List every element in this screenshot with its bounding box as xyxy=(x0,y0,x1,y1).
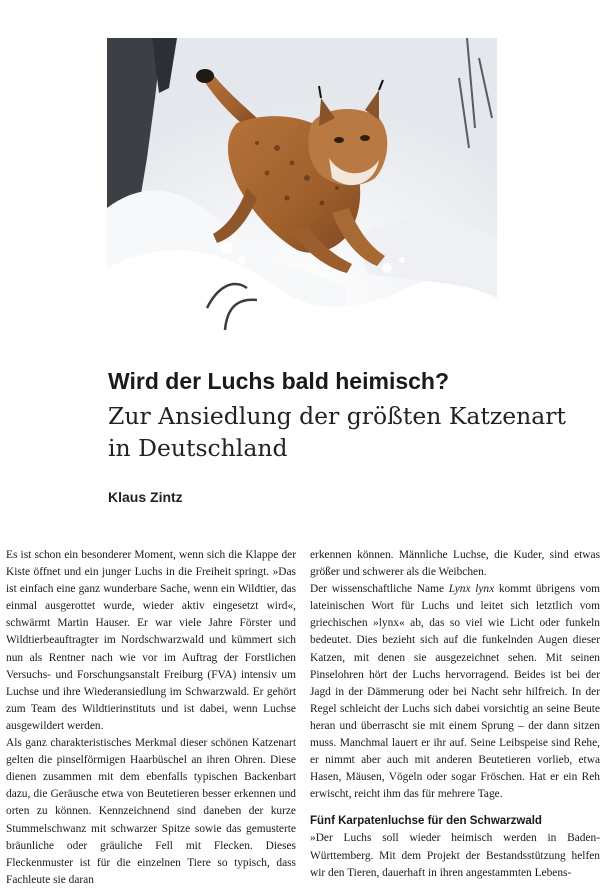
article-subtitle xyxy=(108,400,598,464)
paragraph: Es ist schon ein besonderer Moment, wenn sich die Klappe der Kiste öffnet und ein junger Luchs in die Freiheit springt. »Das ist einfach eine ganz wunderbare Sache, wenn ein Wildtier, das einmal ausgerottet wurde, wieder aktiv eingesetzt wird«, schwärmt Martin Hauser. Er war viele Jahre Förster und Wildtierbeauftragter im Nordschwarzwald und kümmert sich nun als Rentner nach wie vor im Auftrag der Forstlichen Versuchs- und Forschungsanstalt Freiburg (FVA) intensiv um Luchse und ihre Wiederansiedlung im Schwarzwald. Er gehört zum Team des Wildtierinstituts und ist dabei, wenn Luchse ausgewildert werden. xyxy=(6,549,296,732)
subtitle-line-1: Zur Ansiedlung der größten Katzenart xyxy=(108,402,566,430)
lynx-photo xyxy=(107,38,497,330)
section-heading: Fünf Karpatenluchse für den Schwarzwald xyxy=(310,815,542,828)
article-author: Klaus Zintz xyxy=(108,489,183,505)
text-column-left xyxy=(6,547,296,889)
text-segment: kommt übrigens vom lateinischen Wort für Luchs und leitet sich letztlich vom griechischen »lynx« ab, das so viel wie Licht oder funkeln bedeutet. Dies bezieht sich auf die funkelnden Augen dieser Katzen, mit denen sie ausgezeichnet sehen. Mit seinen Pinselohren hört der Luchs hervorragend. Beides ist bei der Jagd in der Dämmerung oder bei Nacht sehr hilfreich. In der Regel schleicht der Luchs sich dabei vorsichtig an seine Beute heran und überrascht sie mit einem Sprung – der dann sitzen muss. Manchmal lauert er ihr auf. Seine Leibspeise sind Rehe, er nimmt aber auch mit anderen Beutetieren vorlieb, etwa Hasen, Mäusen, Vögeln oder sogar Fröschen. Hat er ein Reh erwischt, reicht ihm das für mehrere Tage. xyxy=(310,583,601,801)
subtitle-line-2: in Deutschland xyxy=(108,434,288,462)
lynx-in-snow-photo xyxy=(107,38,497,330)
paragraph xyxy=(310,581,600,803)
text-column-right xyxy=(310,547,600,882)
article-title: Wird der Luchs bald heimisch? xyxy=(108,368,450,394)
paragraph: erkennen können. Männliche Luchse, die Kuder, sind etwas größer und schwerer als die Weibchen. xyxy=(310,549,600,579)
text-segment: Der wissenschaftliche Name xyxy=(310,583,449,596)
paragraph: Als ganz charakteristisches Merkmal dieser schönen Katzenart gelten die pinselförmigen Haarbüschel an ihren Ohren. Diese dienen zusammen mit dem ebenfalls typischen Backenbart dazu, die Geräusche etwa von Beutetieren besser erkennen und orten zu können. Kennzeichnend sind daneben der kurze Stummelschwanz mit schwarzer Spitze sowie das gemusterte bräunliche oder gräuliche Fell mit Flecken. Dieses Fleckenmuster ist für die einzelnen Tiere so typisch, dass Fachleute sie daran xyxy=(6,737,296,886)
paragraph: »Der Luchs soll wieder heimisch werden in Baden-Württemberg. Mit dem Projekt der Bestandsstützung helfen wir den Tieren, dauerhaft in ihren angestammten Lebens- xyxy=(310,832,600,879)
species-name: Lynx lynx xyxy=(448,583,495,596)
